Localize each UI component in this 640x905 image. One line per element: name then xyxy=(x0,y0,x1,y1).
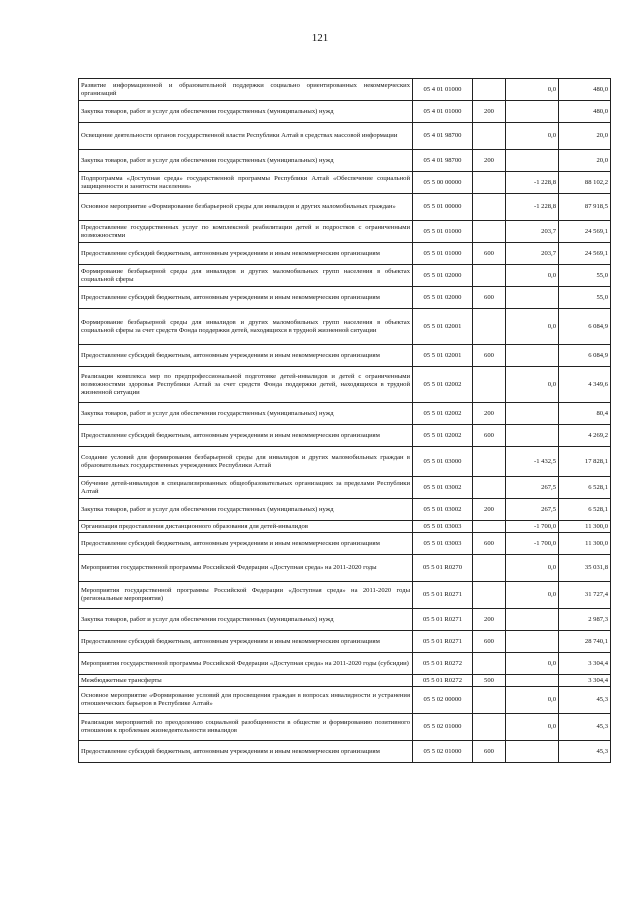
row-change: 0,0 xyxy=(506,309,559,345)
table-row xyxy=(79,172,611,194)
row-name: Формирование безбарьерной среды для инвалидов и других маломобильных групп населения в объектах социальной сферы xyxy=(79,265,413,287)
row-expense-type: 600 xyxy=(473,345,506,367)
row-expense-type: 200 xyxy=(473,609,506,631)
row-expense-type xyxy=(473,309,506,345)
row-total: 24 569,1 xyxy=(559,221,611,243)
row-name: Межбюджетные трансферты xyxy=(79,675,413,687)
row-change: 203,7 xyxy=(506,243,559,265)
row-change: 0,0 xyxy=(506,555,559,582)
table-row xyxy=(79,675,611,687)
row-change: 0,0 xyxy=(506,687,559,714)
row-expense-type: 600 xyxy=(473,243,506,265)
row-name: Обучение детей-инвалидов в специализированных общеобразовательных организациях за пределами Республики Алтай xyxy=(79,477,413,499)
row-code: 05 5 01 03003 xyxy=(413,533,473,555)
row-change xyxy=(506,101,559,123)
row-expense-type xyxy=(473,79,506,101)
row-total: 4 349,6 xyxy=(559,367,611,403)
table-row xyxy=(79,631,611,653)
row-expense-type: 600 xyxy=(473,287,506,309)
row-name: Предоставление субсидий бюджетным, автономным учреждениям и иным некоммерческим организациям xyxy=(79,533,413,555)
row-code: 05 5 01 02000 xyxy=(413,265,473,287)
table-row xyxy=(79,287,611,309)
row-code: 05 5 01 03003 xyxy=(413,521,473,533)
table-row xyxy=(79,101,611,123)
row-expense-type: 600 xyxy=(473,631,506,653)
row-total: 480,0 xyxy=(559,79,611,101)
table-row xyxy=(79,79,611,101)
row-expense-type xyxy=(473,123,506,150)
row-total: 35 031,8 xyxy=(559,555,611,582)
row-total: 11 300,0 xyxy=(559,521,611,533)
row-name: Подпрограмма «Доступная среда» государственной программы Республики Алтай «Обеспечение социальной защищенности и занятости населения» xyxy=(79,172,413,194)
row-change: 0,0 xyxy=(506,653,559,675)
table-row xyxy=(79,425,611,447)
row-code: 05 5 01 R0272 xyxy=(413,653,473,675)
table-row xyxy=(79,477,611,499)
row-expense-type xyxy=(473,265,506,287)
row-total: 2 987,3 xyxy=(559,609,611,631)
row-code: 05 5 01 03000 xyxy=(413,447,473,477)
row-name: Закупка товаров, работ и услуг для обеспечения государственных (муниципальных) нужд xyxy=(79,101,413,123)
row-name: Предоставление субсидий бюджетным, автономным учреждениям и иным некоммерческим организациям xyxy=(79,243,413,265)
row-code: 05 4 01 98700 xyxy=(413,150,473,172)
row-expense-type: 200 xyxy=(473,403,506,425)
row-name: Создание условий для формирования безбарьерной среды для инвалидов и других маломобильных граждан в образовательных государственных учреждениях Республики Алтай xyxy=(79,447,413,477)
row-code: 05 5 01 03002 xyxy=(413,499,473,521)
table-row xyxy=(79,265,611,287)
row-total: 11 300,0 xyxy=(559,533,611,555)
row-code: 05 5 01 R0271 xyxy=(413,631,473,653)
row-change xyxy=(506,425,559,447)
row-total: 87 918,5 xyxy=(559,194,611,221)
table-row xyxy=(79,150,611,172)
budget-table xyxy=(78,78,611,763)
row-total: 3 304,4 xyxy=(559,653,611,675)
row-change: -1 432,5 xyxy=(506,447,559,477)
table-row xyxy=(79,447,611,477)
row-change: 203,7 xyxy=(506,221,559,243)
row-expense-type xyxy=(473,653,506,675)
row-expense-type xyxy=(473,477,506,499)
row-name: Предоставление субсидий бюджетным, автономным учреждениям и иным некоммерческим организациям xyxy=(79,631,413,653)
row-code: 05 5 02 00000 xyxy=(413,687,473,714)
row-code: 05 5 01 01000 xyxy=(413,243,473,265)
row-change: -1 700,0 xyxy=(506,521,559,533)
row-expense-type xyxy=(473,714,506,741)
row-total: 6 528,1 xyxy=(559,499,611,521)
row-code: 05 5 02 01000 xyxy=(413,714,473,741)
row-name: Закупка товаров, работ и услуг для обеспечения государственных (муниципальных) нужд xyxy=(79,403,413,425)
table-row xyxy=(79,194,611,221)
table-row xyxy=(79,741,611,763)
row-total: 45,3 xyxy=(559,687,611,714)
row-total: 480,0 xyxy=(559,101,611,123)
row-expense-type: 200 xyxy=(473,101,506,123)
row-expense-type xyxy=(473,221,506,243)
row-name: Предоставление субсидий бюджетным, автономным учреждениям и иным некоммерческим организациям xyxy=(79,425,413,447)
row-total: 3 304,4 xyxy=(559,675,611,687)
row-total: 6 084,9 xyxy=(559,345,611,367)
row-expense-type xyxy=(473,447,506,477)
row-name: Предоставление субсидий бюджетным, автономным учреждениям и иным некоммерческим организациям xyxy=(79,287,413,309)
row-change xyxy=(506,345,559,367)
table-row xyxy=(79,687,611,714)
table-row xyxy=(79,403,611,425)
row-name: Организация предоставления дистанционного образования для детей-инвалидов xyxy=(79,521,413,533)
row-name: Предоставление субсидий бюджетным, автономным учреждениям и иным некоммерческим организациям xyxy=(79,345,413,367)
row-name: Освещение деятельности органов государственной власти Республики Алтай в средствах массовой информации xyxy=(79,123,413,150)
row-expense-type xyxy=(473,172,506,194)
row-code: 05 5 01 02001 xyxy=(413,309,473,345)
row-change xyxy=(506,287,559,309)
row-name: Основное мероприятие «Формирование безбарьерной среды для инвалидов и других маломобильных граждан» xyxy=(79,194,413,221)
row-total: 6 084,9 xyxy=(559,309,611,345)
row-change: 0,0 xyxy=(506,714,559,741)
row-change xyxy=(506,675,559,687)
row-expense-type xyxy=(473,687,506,714)
table-row xyxy=(79,582,611,609)
table-row xyxy=(79,555,611,582)
table-row xyxy=(79,714,611,741)
row-name: Основное мероприятие «Формирование условий для просвещения граждан в вопросах инвалидности и устранения отношенческих барьеров в Республике Алтай» xyxy=(79,687,413,714)
row-code: 05 5 02 01000 xyxy=(413,741,473,763)
row-code: 05 4 01 01000 xyxy=(413,101,473,123)
row-code: 05 5 01 R0270 xyxy=(413,555,473,582)
row-expense-type: 200 xyxy=(473,499,506,521)
row-total: 20,0 xyxy=(559,150,611,172)
row-expense-type: 500 xyxy=(473,675,506,687)
row-change: 0,0 xyxy=(506,265,559,287)
row-name: Реализация комплекса мер по предпрофессиональной подготовке детей-инвалидов и детей с ограниченными возможностями здоровья Республики Алтай за счет средств Фонда поддержки детей, находящихся в трудной жизненной ситуации xyxy=(79,367,413,403)
row-change: 267,5 xyxy=(506,477,559,499)
row-name: Закупка товаров, работ и услуг для обеспечения государственных (муниципальных) нужд xyxy=(79,609,413,631)
row-code: 05 4 01 98700 xyxy=(413,123,473,150)
row-name: Формирование безбарьерной среды для инвалидов и других маломобильных групп населения в объектах социальной сферы за счет средств Фонда поддержки детей, находящихся в трудной жизненной ситуации xyxy=(79,309,413,345)
row-code: 05 5 01 02001 xyxy=(413,345,473,367)
row-code: 05 4 01 01000 xyxy=(413,79,473,101)
row-change: 0,0 xyxy=(506,582,559,609)
row-expense-type: 600 xyxy=(473,425,506,447)
row-total: 17 828,1 xyxy=(559,447,611,477)
table-row xyxy=(79,533,611,555)
row-code: 05 5 01 R0271 xyxy=(413,609,473,631)
row-code: 05 5 01 R0271 xyxy=(413,582,473,609)
row-change: -1 228,8 xyxy=(506,194,559,221)
row-code: 05 5 01 02002 xyxy=(413,403,473,425)
row-code: 05 5 01 02002 xyxy=(413,367,473,403)
row-total: 88 102,2 xyxy=(559,172,611,194)
row-change xyxy=(506,609,559,631)
row-code: 05 5 01 01000 xyxy=(413,221,473,243)
table-row xyxy=(79,309,611,345)
table-row xyxy=(79,221,611,243)
table-row xyxy=(79,123,611,150)
row-total: 80,4 xyxy=(559,403,611,425)
row-expense-type xyxy=(473,367,506,403)
table-row xyxy=(79,345,611,367)
row-total: 20,0 xyxy=(559,123,611,150)
row-change: 0,0 xyxy=(506,79,559,101)
row-total: 55,0 xyxy=(559,287,611,309)
row-expense-type: 600 xyxy=(473,741,506,763)
row-total: 6 528,1 xyxy=(559,477,611,499)
row-expense-type xyxy=(473,194,506,221)
table-row xyxy=(79,243,611,265)
table-row xyxy=(79,609,611,631)
row-code: 05 5 01 02000 xyxy=(413,287,473,309)
row-name: Предоставление субсидий бюджетным, автономным учреждениям и иным некоммерческим организациям xyxy=(79,741,413,763)
table-row xyxy=(79,521,611,533)
page-number: 121 xyxy=(311,32,329,44)
row-code: 05 5 01 R0272 xyxy=(413,675,473,687)
row-code: 05 5 00 00000 xyxy=(413,172,473,194)
row-name: Реализация мероприятий по преодолению социальной разобщенности в обществе и формированию позитивного отношения к проблемам жизнедеятельности инвалидов xyxy=(79,714,413,741)
row-change: 267,5 xyxy=(506,499,559,521)
row-change xyxy=(506,741,559,763)
row-total: 55,0 xyxy=(559,265,611,287)
row-total: 4 269,2 xyxy=(559,425,611,447)
row-name: Мероприятия государственной программы Российской Федерации «Доступная среда» на 2011-2020 годы xyxy=(79,555,413,582)
row-name: Закупка товаров, работ и услуг для обеспечения государственных (муниципальных) нужд xyxy=(79,150,413,172)
row-name: Закупка товаров, работ и услуг для обеспечения государственных (муниципальных) нужд xyxy=(79,499,413,521)
row-name: Предоставление государственных услуг по комплексной реабилитации детей и подростков с ограниченными возможностями xyxy=(79,221,413,243)
row-code: 05 5 01 02002 xyxy=(413,425,473,447)
row-change: 0,0 xyxy=(506,123,559,150)
table-row xyxy=(79,499,611,521)
row-change: -1 228,8 xyxy=(506,172,559,194)
row-expense-type xyxy=(473,582,506,609)
row-change xyxy=(506,631,559,653)
row-expense-type: 600 xyxy=(473,533,506,555)
table-row xyxy=(79,653,611,675)
row-change: 0,0 xyxy=(506,367,559,403)
row-expense-type xyxy=(473,521,506,533)
row-change xyxy=(506,403,559,425)
row-change xyxy=(506,150,559,172)
row-total: 45,3 xyxy=(559,741,611,763)
row-code: 05 5 01 00000 xyxy=(413,194,473,221)
row-name: Мероприятия государственной программы Российской Федерации «Доступная среда» на 2011-2020 годы (субсидии) xyxy=(79,653,413,675)
row-expense-type xyxy=(473,555,506,582)
row-code: 05 5 01 03002 xyxy=(413,477,473,499)
table-row xyxy=(79,367,611,403)
row-total: 45,3 xyxy=(559,714,611,741)
row-total: 24 569,1 xyxy=(559,243,611,265)
row-name: Мероприятия государственной программы Российской Федерации «Доступная среда» на 2011-2020 годы (региональные мероприятия) xyxy=(79,582,413,609)
row-expense-type: 200 xyxy=(473,150,506,172)
row-total: 31 727,4 xyxy=(559,582,611,609)
row-total: 28 740,1 xyxy=(559,631,611,653)
row-change: -1 700,0 xyxy=(506,533,559,555)
row-name: Развитие информационной и образовательной поддержки социально ориентированных некоммерческих организаций xyxy=(79,79,413,101)
